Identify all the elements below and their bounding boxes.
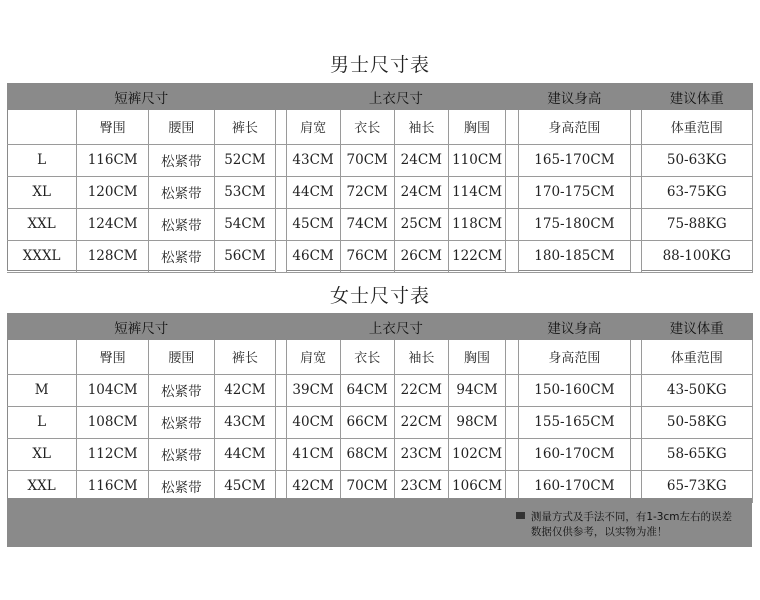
column-header: 肩宽 bbox=[286, 110, 340, 144]
size-label-cell: XXL bbox=[7, 470, 77, 502]
men-size-table bbox=[7, 83, 753, 273]
table-cell: 88-100KG bbox=[641, 240, 752, 272]
table-cell: 24CM bbox=[394, 144, 448, 176]
table-cell: 66CM bbox=[340, 406, 394, 438]
table-cell: 114CM bbox=[448, 176, 505, 208]
column-gap bbox=[276, 374, 286, 406]
table-cell: 170-175CM bbox=[518, 176, 630, 208]
table-cell: 120CM bbox=[77, 176, 149, 208]
group-header: 建议身高 bbox=[518, 83, 630, 110]
column-gap bbox=[276, 340, 286, 374]
table-cell: 42CM bbox=[214, 374, 275, 406]
women-size-table bbox=[7, 313, 753, 503]
column-header: 胸围 bbox=[448, 110, 505, 144]
table-cell: 45CM bbox=[286, 208, 340, 240]
table-cell: 44CM bbox=[214, 438, 275, 470]
table-cell: 46CM bbox=[286, 240, 340, 272]
column-gap bbox=[506, 240, 518, 272]
group-header: 上衣尺寸 bbox=[286, 313, 506, 340]
table-row bbox=[7, 374, 753, 406]
column-header: 胸围 bbox=[448, 340, 505, 374]
column-header: 裤长 bbox=[214, 110, 275, 144]
table-cell: 76CM bbox=[340, 240, 394, 272]
table-row bbox=[7, 144, 753, 176]
note-line-2: 数据仅供参考，以实物为准！ bbox=[530, 526, 668, 538]
bullet-square-icon bbox=[516, 512, 525, 519]
group-header: 短裤尺寸 bbox=[7, 83, 276, 110]
table-cell: 70CM bbox=[340, 470, 394, 502]
column-header bbox=[7, 340, 77, 374]
table-cell: 22CM bbox=[394, 406, 448, 438]
table-cell: 22CM bbox=[394, 374, 448, 406]
table-cell: 63-75KG bbox=[641, 176, 752, 208]
group-header: 上衣尺寸 bbox=[286, 83, 506, 110]
column-header: 袖长 bbox=[394, 110, 448, 144]
table-cell: 52CM bbox=[214, 144, 275, 176]
table-cell: 松紧带 bbox=[149, 144, 215, 176]
table-cell: 43CM bbox=[214, 406, 275, 438]
table-cell: 松紧带 bbox=[149, 208, 215, 240]
column-header: 裤长 bbox=[214, 340, 275, 374]
table-cell: 175-180CM bbox=[518, 208, 630, 240]
column-header: 体重范围 bbox=[641, 110, 752, 144]
table-cell: 45CM bbox=[214, 470, 275, 502]
table-cell: 松紧带 bbox=[149, 176, 215, 208]
table-row bbox=[7, 406, 753, 438]
size-label-cell: XL bbox=[7, 438, 77, 470]
table-cell: 53CM bbox=[214, 176, 275, 208]
table-row bbox=[7, 240, 753, 272]
table-cell: 42CM bbox=[286, 470, 340, 502]
table-cell: 102CM bbox=[448, 438, 505, 470]
column-gap bbox=[506, 176, 518, 208]
table-cell: 116CM bbox=[77, 470, 149, 502]
table-cell: 松紧带 bbox=[149, 240, 215, 272]
column-gap bbox=[506, 438, 518, 470]
size-label-cell: L bbox=[7, 144, 77, 176]
column-gap bbox=[276, 240, 286, 272]
column-gap bbox=[631, 83, 641, 110]
table-cell: 23CM bbox=[394, 470, 448, 502]
size-label-cell: M bbox=[7, 374, 77, 406]
group-header: 建议身高 bbox=[518, 313, 630, 340]
table-cell: 58-65KG bbox=[641, 438, 752, 470]
column-header: 腰围 bbox=[149, 340, 215, 374]
table-cell: 116CM bbox=[77, 144, 149, 176]
table-cell: 94CM bbox=[448, 374, 505, 406]
column-gap bbox=[631, 313, 641, 340]
table-cell: 50-58KG bbox=[641, 406, 752, 438]
table-cell: 112CM bbox=[77, 438, 149, 470]
column-gap bbox=[276, 176, 286, 208]
column-gap bbox=[506, 374, 518, 406]
footer-bar bbox=[7, 498, 752, 547]
column-gap bbox=[506, 83, 518, 110]
table-cell: 150-160CM bbox=[518, 374, 630, 406]
table-cell: 54CM bbox=[214, 208, 275, 240]
size-label-cell: XL bbox=[7, 176, 77, 208]
column-gap bbox=[276, 208, 286, 240]
table-cell: 108CM bbox=[77, 406, 149, 438]
column-header: 臀围 bbox=[77, 340, 149, 374]
table-cell: 43-50KG bbox=[641, 374, 752, 406]
table-cell: 25CM bbox=[394, 208, 448, 240]
table-cell: 24CM bbox=[394, 176, 448, 208]
table-cell: 41CM bbox=[286, 438, 340, 470]
column-header: 体重范围 bbox=[641, 340, 752, 374]
table-row bbox=[7, 438, 753, 470]
table-cell: 165-170CM bbox=[518, 144, 630, 176]
column-header: 身高范围 bbox=[518, 110, 630, 144]
table-cell: 75-88KG bbox=[641, 208, 752, 240]
table-cell: 72CM bbox=[340, 176, 394, 208]
table-cell: 160-170CM bbox=[518, 438, 630, 470]
table-cell: 39CM bbox=[286, 374, 340, 406]
column-gap bbox=[631, 240, 641, 272]
column-gap bbox=[506, 208, 518, 240]
table-cell: 64CM bbox=[340, 374, 394, 406]
column-gap bbox=[631, 208, 641, 240]
size-label-cell: XXXL bbox=[7, 240, 77, 272]
column-header: 衣长 bbox=[340, 340, 394, 374]
group-header: 建议体重 bbox=[641, 83, 752, 110]
table-cell: 106CM bbox=[448, 470, 505, 502]
size-label-cell: L bbox=[7, 406, 77, 438]
table-cell: 104CM bbox=[77, 374, 149, 406]
table-cell: 160-170CM bbox=[518, 470, 630, 502]
group-header: 建议体重 bbox=[641, 313, 752, 340]
table-cell: 155-165CM bbox=[518, 406, 630, 438]
column-gap bbox=[631, 374, 641, 406]
column-header: 身高范围 bbox=[518, 340, 630, 374]
column-gap bbox=[276, 406, 286, 438]
column-gap bbox=[276, 144, 286, 176]
column-header: 腰围 bbox=[149, 110, 215, 144]
table-cell: 松紧带 bbox=[149, 470, 215, 502]
column-gap bbox=[631, 176, 641, 208]
table-cell: 118CM bbox=[448, 208, 505, 240]
table-cell: 松紧带 bbox=[149, 406, 215, 438]
column-gap bbox=[631, 438, 641, 470]
column-gap bbox=[506, 144, 518, 176]
table-cell: 44CM bbox=[286, 176, 340, 208]
column-gap bbox=[506, 313, 518, 340]
women-table-title: 女士尺寸表 bbox=[329, 285, 430, 307]
column-header: 袖长 bbox=[394, 340, 448, 374]
table-cell: 98CM bbox=[448, 406, 505, 438]
note-line-1: 测量方式及手法不同，有1-3cm左右的误差 bbox=[530, 511, 732, 523]
column-gap bbox=[631, 110, 641, 144]
table-cell: 180-185CM bbox=[518, 240, 630, 272]
column-header bbox=[7, 110, 77, 144]
table-cell: 122CM bbox=[448, 240, 505, 272]
table-cell: 124CM bbox=[77, 208, 149, 240]
table-cell: 40CM bbox=[286, 406, 340, 438]
measurement-note bbox=[516, 510, 732, 540]
table-cell: 43CM bbox=[286, 144, 340, 176]
column-gap bbox=[506, 110, 518, 144]
column-gap bbox=[506, 340, 518, 374]
table-row bbox=[7, 208, 753, 240]
column-header: 肩宽 bbox=[286, 340, 340, 374]
table-cell: 70CM bbox=[340, 144, 394, 176]
column-gap bbox=[631, 144, 641, 176]
table-cell: 65-73KG bbox=[641, 470, 752, 502]
table-cell: 50-63KG bbox=[641, 144, 752, 176]
column-gap bbox=[276, 83, 286, 110]
column-gap bbox=[276, 438, 286, 470]
men-table-title: 男士尺寸表 bbox=[329, 54, 430, 76]
table-cell: 26CM bbox=[394, 240, 448, 272]
table-row bbox=[7, 176, 753, 208]
table-cell: 松紧带 bbox=[149, 374, 215, 406]
table-cell: 23CM bbox=[394, 438, 448, 470]
group-header: 短裤尺寸 bbox=[7, 313, 276, 340]
table-cell: 68CM bbox=[340, 438, 394, 470]
size-label-cell: XXL bbox=[7, 208, 77, 240]
table-cell: 110CM bbox=[448, 144, 505, 176]
table-cell: 74CM bbox=[340, 208, 394, 240]
column-gap bbox=[276, 110, 286, 144]
column-gap bbox=[506, 406, 518, 438]
column-gap bbox=[631, 340, 641, 374]
column-gap bbox=[276, 313, 286, 340]
column-header: 臀围 bbox=[77, 110, 149, 144]
table-cell: 松紧带 bbox=[149, 438, 215, 470]
column-gap bbox=[631, 406, 641, 438]
table-cell: 128CM bbox=[77, 240, 149, 272]
column-header: 衣长 bbox=[340, 110, 394, 144]
table-cell: 56CM bbox=[214, 240, 275, 272]
